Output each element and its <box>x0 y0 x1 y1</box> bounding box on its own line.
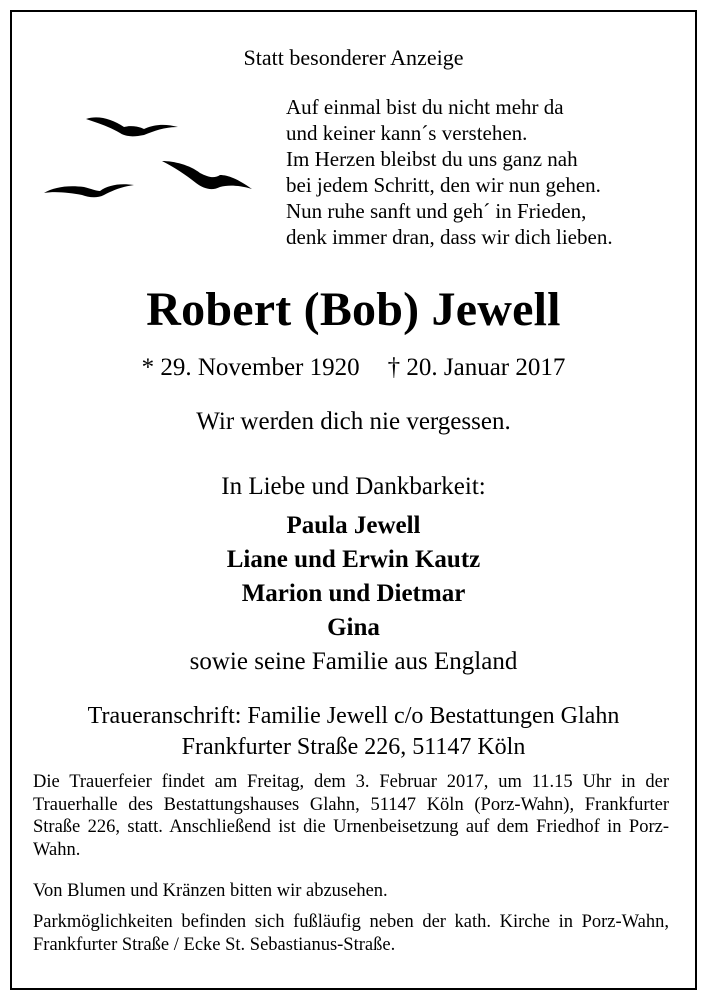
ceremony-paragraph: Die Trauerfeier findet am Freitag, dem 3. Februar 2017, um 11.15 Uhr in der Trauerhalle des Bestattungshauses Glahn, 51147 Köln (Porz-Wahn), Frankfurter Straße 226, statt. Anschließend ist die Urnenbeisetzung auf dem Friedhof in Porz-Wahn. <box>33 772 669 860</box>
birth-date: * 29. November 1920 <box>141 354 360 381</box>
poem-line: Nun ruhe sanft und geh´ in Frieden, <box>286 199 587 223</box>
family-note: sowie seine Familie aus England <box>189 648 518 675</box>
mourners-list <box>0 509 707 679</box>
poem-line: und keiner kann´s verstehen. <box>286 121 528 145</box>
poem-line: denk immer dran, dass wir dich lieben. <box>286 225 613 249</box>
notice-header: Statt besonderer Anzeige <box>243 45 464 70</box>
bird-left <box>44 184 134 197</box>
parking-paragraph: Parkmöglichkeiten befinden sich fußläufig neben der kath. Kirche in Porz-Wahn, Frankfurter Straße / Ecke St. Sebastianus-Straße. <box>33 912 669 955</box>
poem-line: bei jedem Schritt, den wir nun gehen. <box>286 173 601 197</box>
deceased-name: Robert (Bob) Jewell <box>146 283 561 336</box>
bird-right <box>162 161 252 189</box>
life-dates <box>0 353 707 383</box>
address-line-2: Frankfurter Straße 226, 51147 Köln <box>181 734 526 760</box>
mourner-name: Liane und Erwin Kautz <box>226 546 481 573</box>
mourning-address <box>0 701 707 763</box>
poem <box>286 94 686 250</box>
mourner-name: Paula Jewell <box>286 512 421 539</box>
poem-line: Im Herzen bleibst du uns ganz nah <box>286 147 578 171</box>
gratitude-line: In Liebe und Dankbarkeit: <box>221 473 486 500</box>
poem-line: Auf einmal bist du nicht mehr da <box>286 95 564 119</box>
death-date: † 20. Januar 2017 <box>387 354 566 381</box>
mourner-name: Gina <box>327 614 380 641</box>
bird-top <box>86 117 178 136</box>
flying-birds-icon <box>40 105 280 215</box>
tagline: Wir werden dich nie vergessen. <box>196 408 511 435</box>
mourner-name: Marion und Dietmar <box>241 580 466 607</box>
flowers-paragraph: Von Blumen und Kränzen bitten wir abzusehen. <box>33 881 388 901</box>
address-line-1: Traueranschrift: Familie Jewell c/o Bestattungen Glahn <box>87 703 620 729</box>
